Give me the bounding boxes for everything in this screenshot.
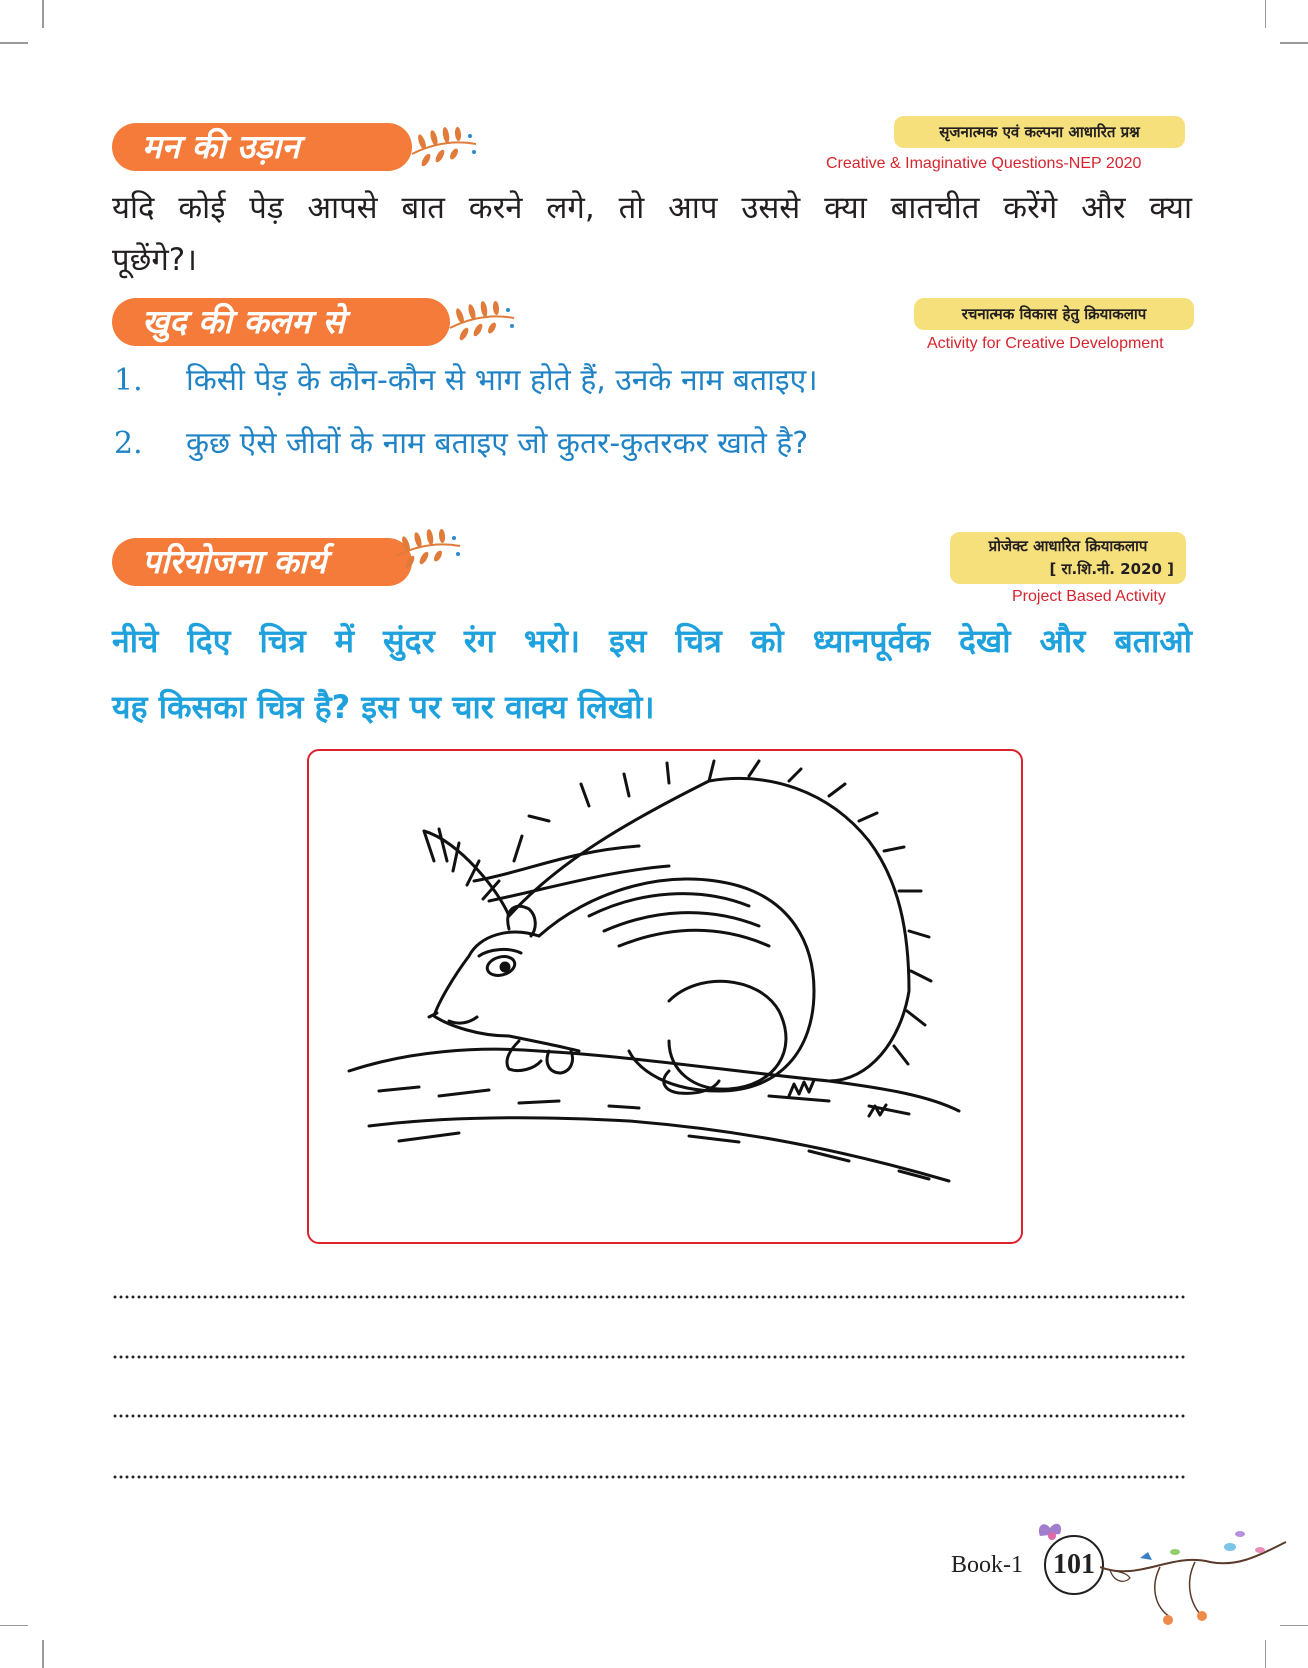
section-heading-pariyojana-karya: परियोजना कार्य — [112, 538, 412, 586]
crop-mark — [42, 1640, 44, 1668]
tag-line: [ रा.शि.नी. 2020 ] — [1049, 560, 1174, 578]
tag-creative-development: रचनात्मक विकास हेतु क्रियाकलाप — [914, 298, 1194, 330]
question-line: पूछेंगे?। — [112, 242, 197, 278]
question-tree-talk — [112, 182, 1192, 286]
tag-subtitle-development: Activity for Creative Development — [927, 335, 1164, 352]
list-item — [114, 358, 818, 399]
crop-mark — [0, 1625, 28, 1627]
book-label: Book-1 — [951, 1552, 1023, 1578]
instruction-line: नीचे दिए चित्र में सुंदर रंग भरो। इस चित्र को ध्यानपूर्वक देखो और बताओ — [112, 622, 1192, 660]
crop-mark — [1280, 42, 1308, 44]
writing-line[interactable] — [112, 1295, 1186, 1299]
writing-line[interactable] — [112, 1414, 1186, 1418]
leaf-sprig-icon — [408, 118, 480, 174]
section-heading-man-ki-udaan: मन की उड़ान — [112, 123, 412, 171]
crop-mark — [1265, 1640, 1267, 1668]
writing-line[interactable] — [112, 1355, 1186, 1359]
leaf-sprig-icon — [392, 520, 464, 576]
tag-subtitle-creative: Creative & Imaginative Questions-NEP 2020 — [826, 155, 1142, 172]
project-instruction — [112, 608, 1192, 740]
tag-project-based — [950, 532, 1186, 584]
coloring-picture-frame — [307, 749, 1023, 1244]
crop-mark — [0, 42, 28, 44]
page-number: 101 — [1044, 1535, 1104, 1595]
list-item-number: 2. — [114, 426, 143, 461]
tag-subtitle-project: Project Based Activity — [1012, 588, 1166, 605]
squirrel-illustration — [309, 751, 1020, 1241]
tag-line: प्रोजेक्ट आधारित क्रियाकलाप — [988, 537, 1148, 555]
floral-vine-icon — [1100, 1522, 1290, 1632]
crop-mark — [1265, 0, 1267, 28]
tag-creative-questions: सृजनात्मक एवं कल्पना आधारित प्रश्न — [894, 116, 1185, 148]
question-line: यदि कोई पेड़ आपसे बात करने लगे, तो आप उससे क्या बातचीत करेंगे और क्या — [112, 190, 1192, 226]
leaf-sprig-icon — [446, 292, 518, 348]
list-item-text: कुछ ऐसे जीवों के नाम बताइए जो कुतर-कुतरकर खाते है? — [186, 426, 809, 461]
list-item — [114, 421, 808, 462]
list-item-number: 1. — [114, 363, 143, 398]
list-item-text: किसी पेड़ के कौन-कौन से भाग होते हैं, उनके नाम बताइए। — [186, 363, 818, 398]
writing-line[interactable] — [112, 1475, 1186, 1479]
section-heading-khud-ki-kalam-se: खुद की कलम से — [112, 298, 450, 346]
crop-mark — [42, 0, 44, 28]
instruction-line: यह किसका चित्र है? इस पर चार वाक्य लिखो। — [112, 688, 655, 726]
